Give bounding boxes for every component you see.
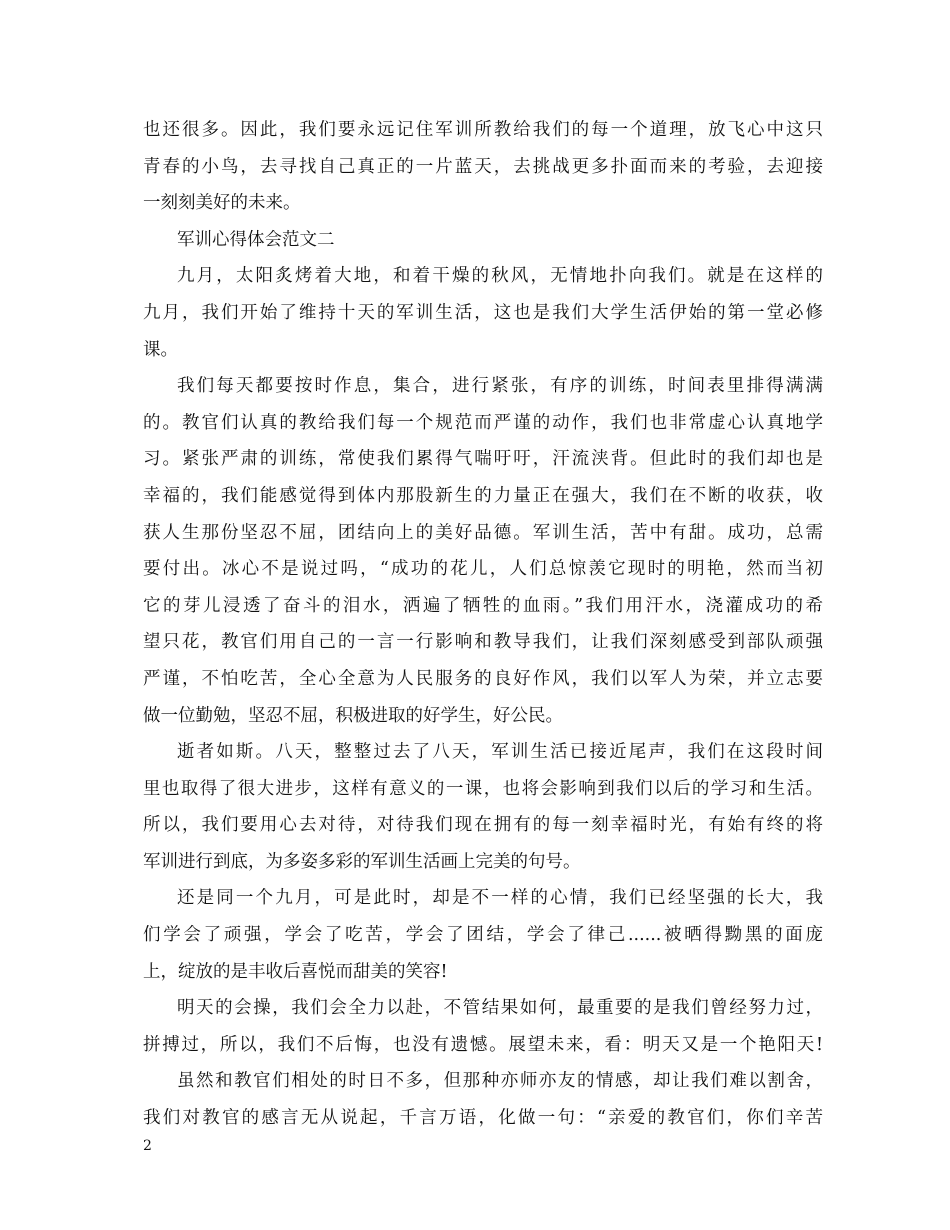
text-line: 还是同一个九月，可是此时，却是不一样的心情，我们已经坚强的长大，我 (177, 888, 823, 909)
text-line: 我们对教官的感言无从说起，千言万语，化做一句：“亲爱的教官们，你们辛苦 (143, 1108, 823, 1129)
text-line: 也还很多。因此，我们要永远记住军训所教给我们的每一个道理，放飞心中这只 (143, 120, 823, 140)
text-line: 它的芽儿浸透了奋斗的泪水，洒遍了牺牲的血雨。”我们用汗水，浇灌成功的希 (143, 595, 823, 616)
text-line: 们学会了顽强，学会了吃苦，学会了团结，学会了律己......被晒得黝黑的面庞 (143, 925, 823, 946)
text-line: 获人生那份坚忍不屈，团结向上的美好品德。军训生活，苦中有甜。成功，总需 (143, 522, 823, 543)
text-line: 望只花，教官们用自己的一言一行影响和教导我们，让我们深刻感受到部队顽强 (143, 632, 823, 653)
text-line: 军训心得体会范文二 (177, 229, 335, 250)
text-line: 要付出。冰心不是说过吗，“成功的花儿，人们总惊羡它现时的明艳，然而当初 (143, 559, 823, 580)
text-line: 我们每天都要按时作息，集合，进行紧张，有序的训练，时间表里排得满满 (177, 376, 823, 397)
text-line: 的。教官们认真的教给我们每一个规范而严谨的动作，我们也非常虚心认真地学 (143, 412, 823, 433)
text-line: 所以，我们要用心去对待，对待我们现在拥有的每一刻幸福时光，有始有终的将 (143, 815, 823, 836)
text-line: 九月，太阳炙烤着大地，和着干燥的秋风，无情地扑向我们。就是在这样的 (177, 266, 823, 287)
text-line: 课。 (143, 339, 178, 360)
text-line: 拼搏过，所以，我们不后悔，也没有遗憾。展望未来，看：明天又是一个艳阳天! (143, 1034, 823, 1055)
text-line: 一刻刻美好的未来。 (143, 193, 301, 214)
text-line: 严谨，不怕吃苦，全心全意为人民服务的良好作风，我们以军人为荣，并立志要 (143, 668, 823, 689)
text-line: 里也取得了很大进步，这样有意义的一课，也将会影响到我们以后的学习和生活。 (143, 778, 823, 799)
body-text (143, 112, 823, 1137)
text-line: 明天的会操，我们会全力以赴，不管结果如何，最重要的是我们曾经努力过， (177, 998, 823, 1019)
text-line: 习。紧张严肃的训练，常使我们累得气喘吁吁，汗流浃背。但此时的我们却也是 (143, 449, 823, 470)
text-line: 幸福的，我们能感觉得到体内那股新生的力量正在强大，我们在不断的收获，收 (143, 485, 823, 506)
page-number: 2 (143, 1138, 152, 1154)
text-line: 青春的小鸟，去寻找自己真正的一片蓝天，去挑战更多扑面而来的考验，去迎接 (143, 156, 823, 177)
text-line: 上，绽放的是丰收后喜悦而甜美的笑容! (143, 961, 448, 982)
text-line: 军训进行到底，为多姿多彩的军训生活画上完美的句号。 (143, 851, 581, 872)
text-line: 虽然和教官们相处的时日不多，但那种亦师亦友的情感，却让我们难以割舍， (177, 1071, 823, 1092)
text-line: 做一位勤勉，坚忍不屈，积极进取的好学生，好公民。 (143, 705, 563, 726)
text-line: 九月，我们开始了维持十天的军训生活，这也是我们大学生活伊始的第一堂必修 (143, 302, 823, 323)
text-line: 逝者如斯。八天，整整过去了八天，军训生活已接近尾声，我们在这段时间 (177, 742, 823, 763)
